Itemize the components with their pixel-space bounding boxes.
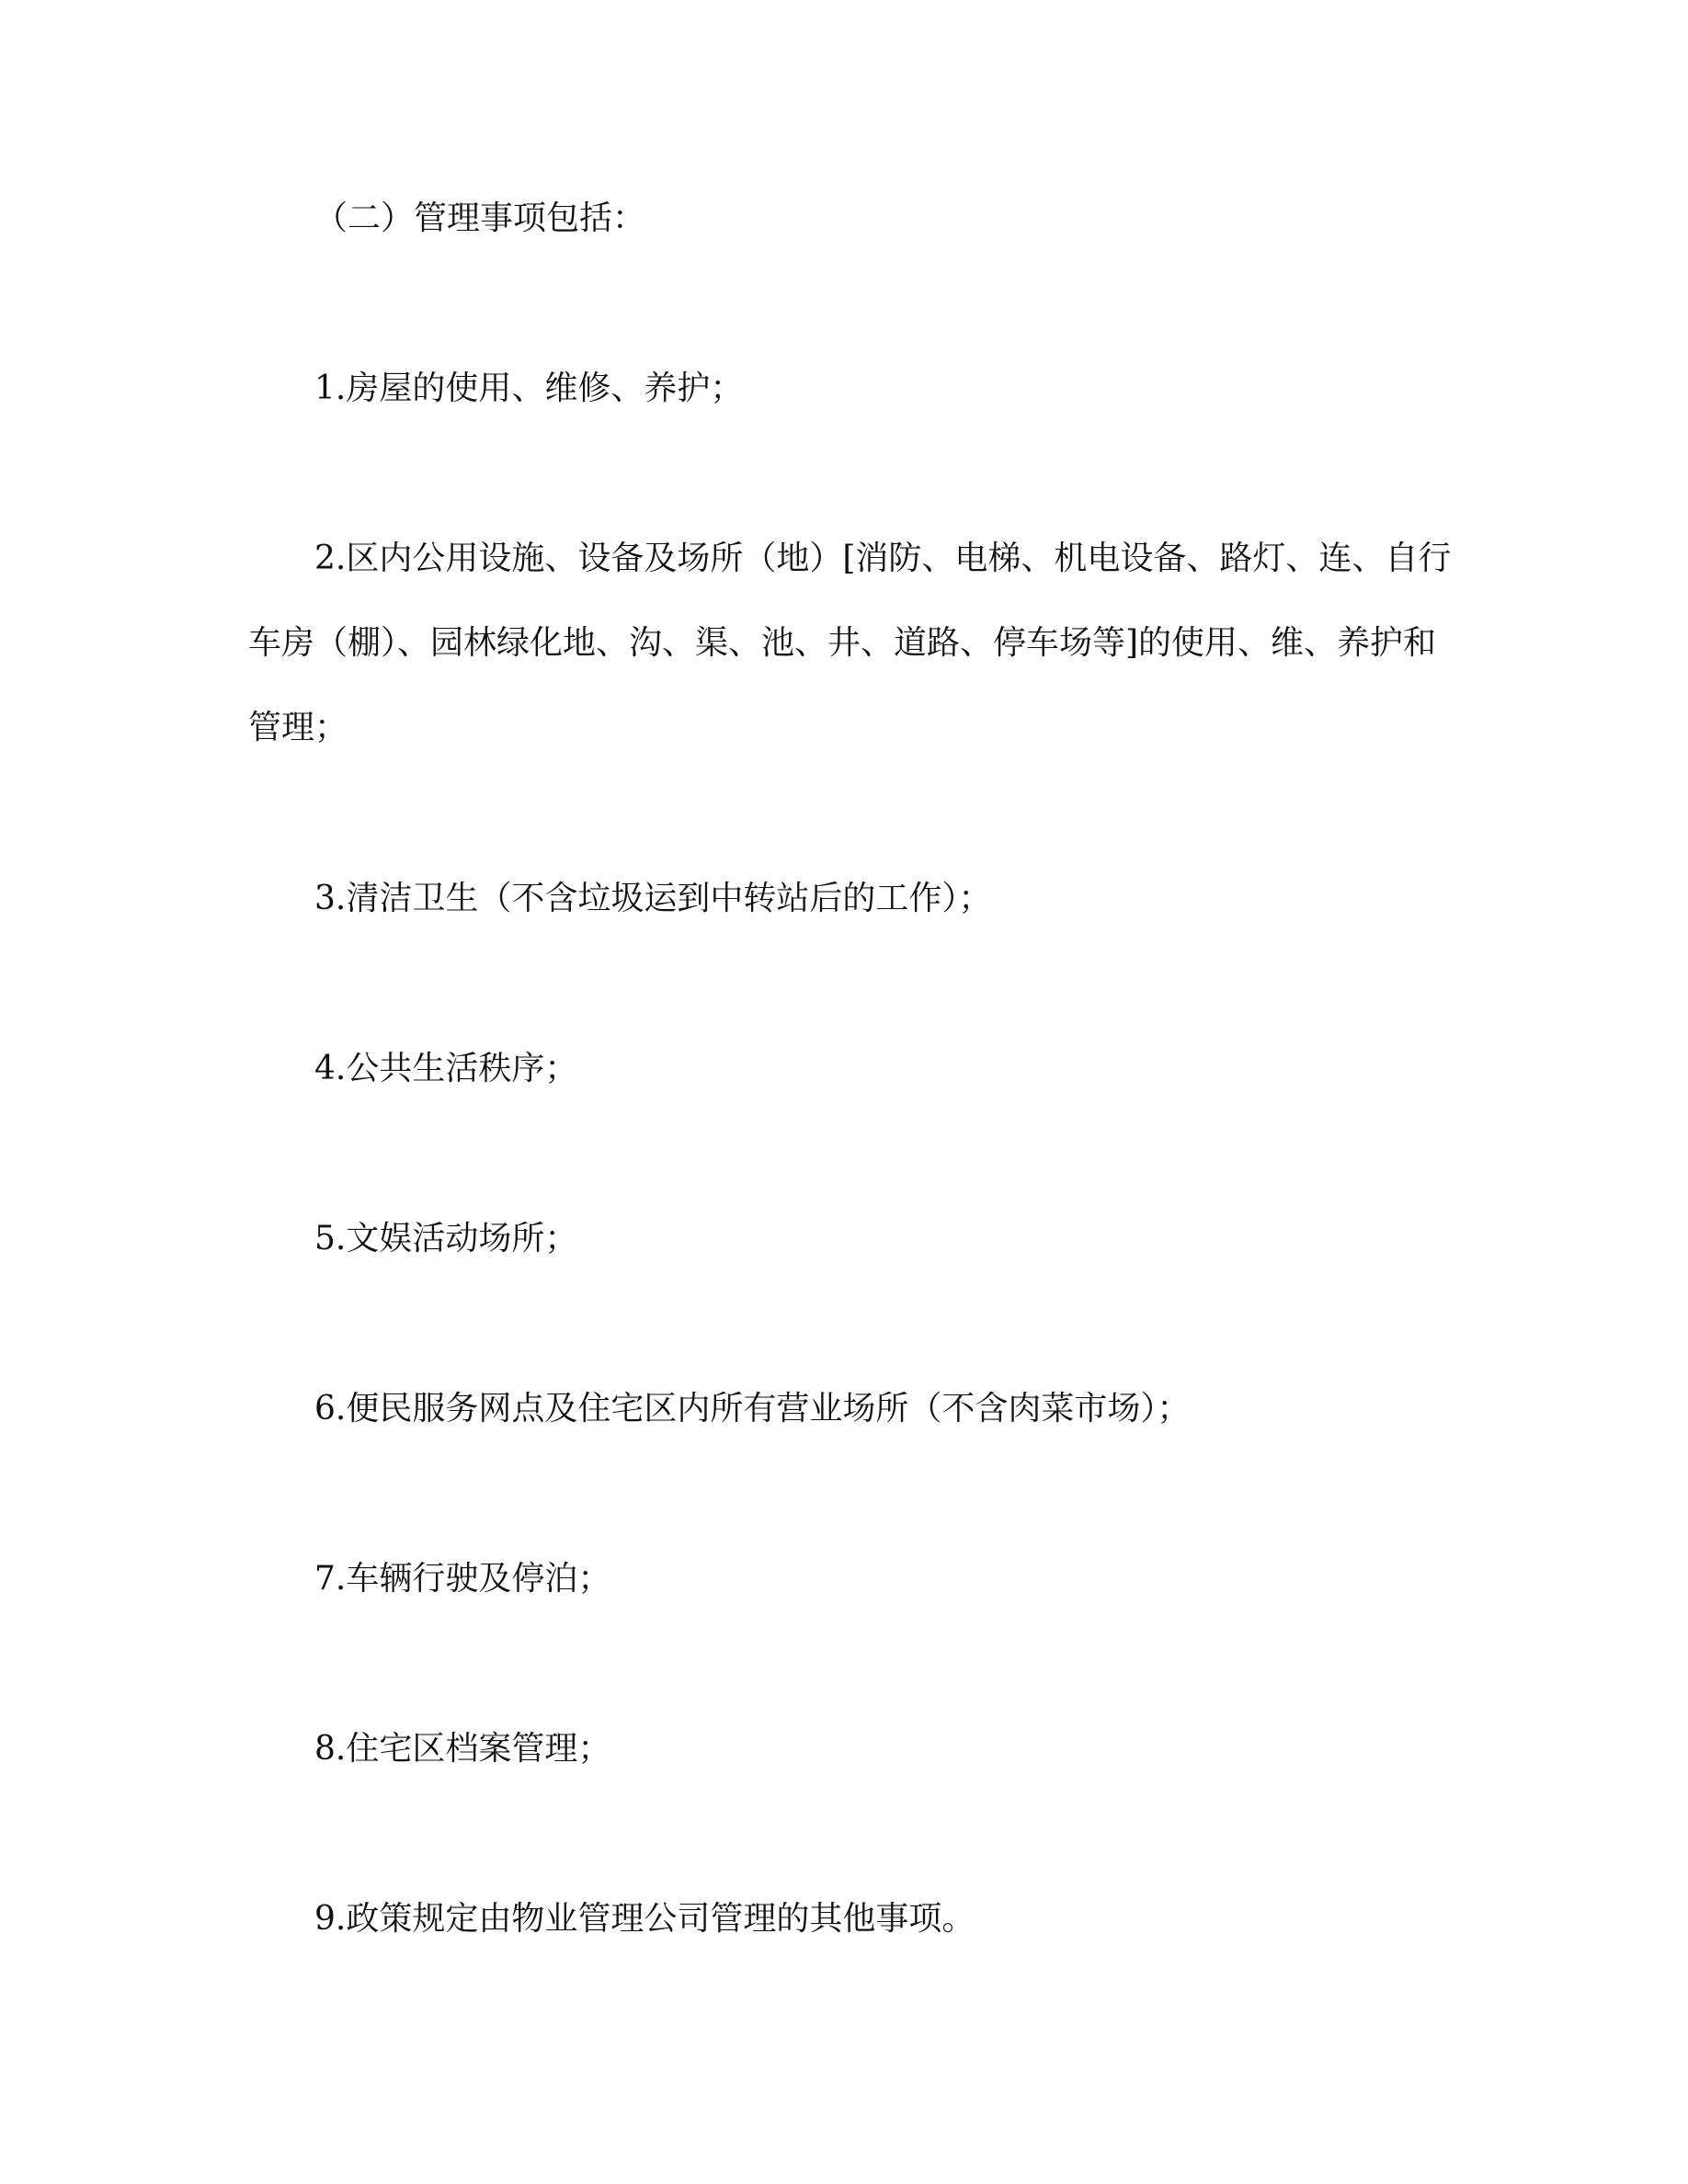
section-heading: （二）管理事项包括： (314, 199, 646, 237)
list-item-6: 6.便民服务网点及住宅区内所有营业场所（不含肉菜市场）； (314, 1390, 1191, 1428)
list-item-4: 4.公共生活秩序； (314, 1050, 578, 1087)
list-item-2-line-2: 车房（棚）、园林绿化地、沟、渠、池、井、道路、停车场等]的使用、维、养护和 (248, 624, 1437, 662)
list-item-7: 7.车辆行驶及停泊； (314, 1560, 611, 1598)
list-item-9: 9.政策规定由物业管理公司管理的其他事项。 (314, 1900, 975, 1938)
list-item-8: 8.住宅区档案管理； (314, 1730, 611, 1768)
list-item-5: 5.文娱活动场所； (314, 1220, 578, 1257)
list-item-2-line-1: 2.区内公用设施、设备及场所（地）[消防、电梯、机电设备、路灯、连、自行 (314, 540, 1452, 577)
list-item-3: 3.清洁卫生（不含垃圾运到中转站后的工作）； (314, 880, 992, 917)
list-item-2 (248, 538, 1453, 791)
list-item-1: 1.房屋的使用、维修、养护； (314, 370, 744, 407)
list-item-2-line-3: 管理； (248, 709, 348, 746)
